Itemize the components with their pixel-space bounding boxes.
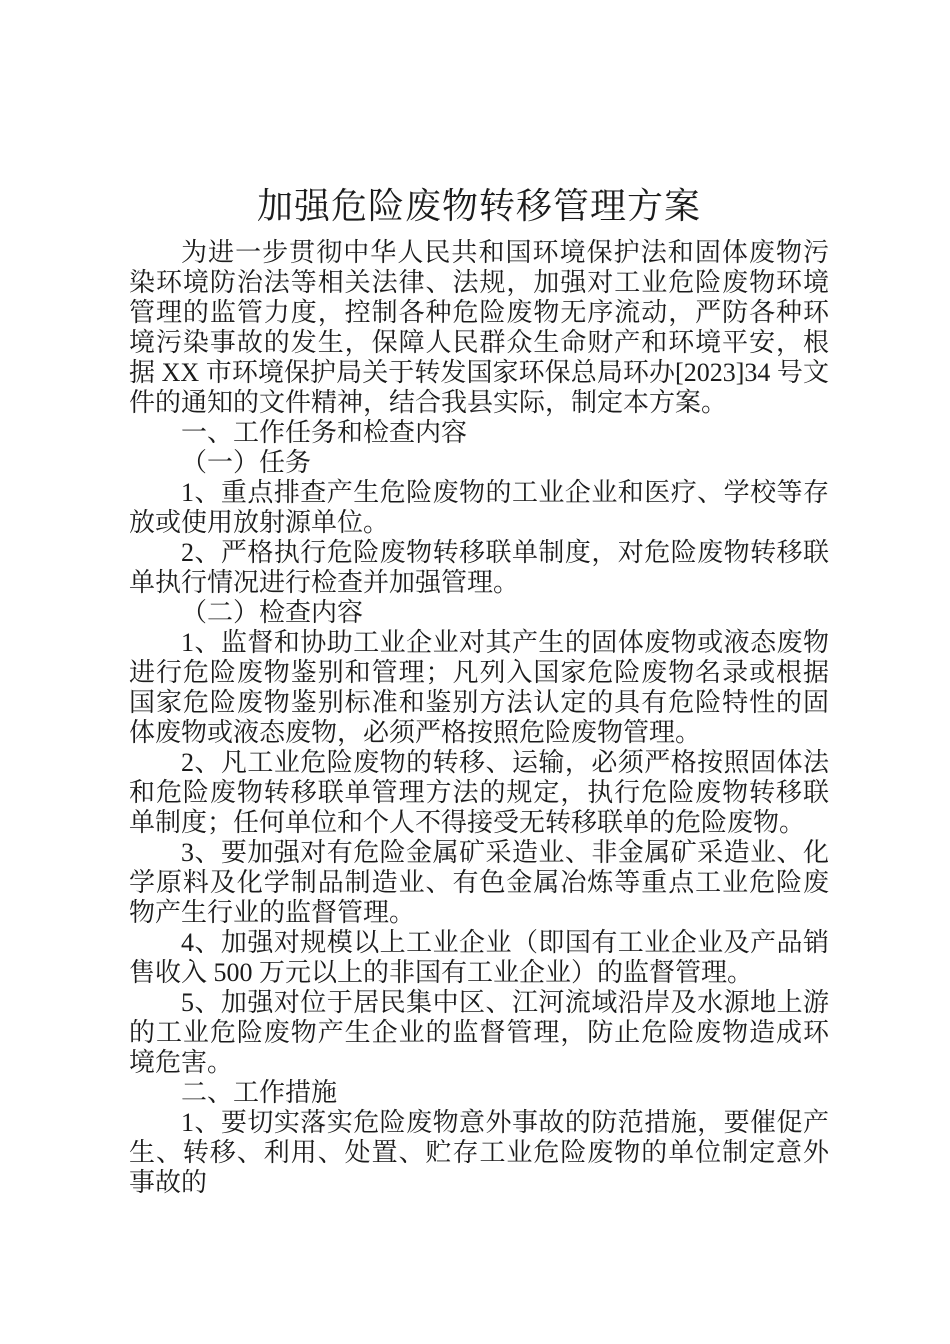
inspection-item-2: 2、凡工业危险废物的转移、运输，必须严格按照固体法和危险废物转移联单管理方法的规定，执行危险废物转移联单制度；任何单位和个人不得接受无转移联单的危险废物。 [129, 748, 829, 837]
inspection-item-4: 4、加强对规模以上工业企业（即国有工业企业及产品销售收入 500 万元以上的非国有工业企业）的监督管理。 [129, 928, 829, 987]
heading-section-2: 二、工作措施 [181, 1078, 338, 1107]
document-title: 加强危险废物转移管理方案 [256, 186, 701, 226]
measure-item-1: 1、要切实落实危险废物意外事故的防范措施，要催促产生、转移、利用、处置、贮存工业危险废物的单位制定意外事故的 [129, 1108, 829, 1197]
heading-section-1: 一、工作任务和检查内容 [181, 418, 468, 447]
heading-tasks: （一）任务 [181, 448, 312, 477]
task-item-2: 2、严格执行危险废物转移联单制度，对危险废物转移联单执行情况进行检查并加强管理。 [129, 538, 829, 597]
task-item-1: 1、重点排查产生危险废物的工业企业和医疗、学校等存放或使用放射源单位。 [129, 478, 829, 537]
inspection-item-5: 5、加强对位于居民集中区、江河流域沿岸及水源地上游的工业危险废物产生企业的监督管理，防止危险废物造成环境危害。 [129, 988, 829, 1077]
document-body [129, 238, 829, 1198]
inspection-item-3: 3、要加强对有危险金属矿采造业、非金属矿采造业、化学原料及化学制品制造业、有色金属冶炼等重点工业危险废物产生行业的监督管理。 [129, 838, 829, 927]
document-content [129, 183, 829, 1198]
paragraph-intro: 为进一步贯彻中华人民共和国环境保护法和固体废物污染环境防治法等相关法律、法规，加强对工业危险废物环境管理的监管力度，控制各种危险废物无序流动，严防各种环境污染事故的发生，保障人民群众生命财产和环境平安，根据 XX 市环境保护局关于转发国家环保总局环办[2023]34 号文件的通知的文件精神，结合我县实际，制定本方案。 [129, 238, 829, 417]
inspection-item-1: 1、监督和协助工业企业对其产生的固体废物或液态废物进行危险废物鉴别和管理；凡列入国家危险废物名录或根据国家危险废物鉴别标准和鉴别方法认定的具有危险特性的固体废物或液态废物，必须严格按照危险废物管理。 [129, 628, 829, 747]
heading-inspection-content: （二）检查内容 [181, 598, 364, 627]
